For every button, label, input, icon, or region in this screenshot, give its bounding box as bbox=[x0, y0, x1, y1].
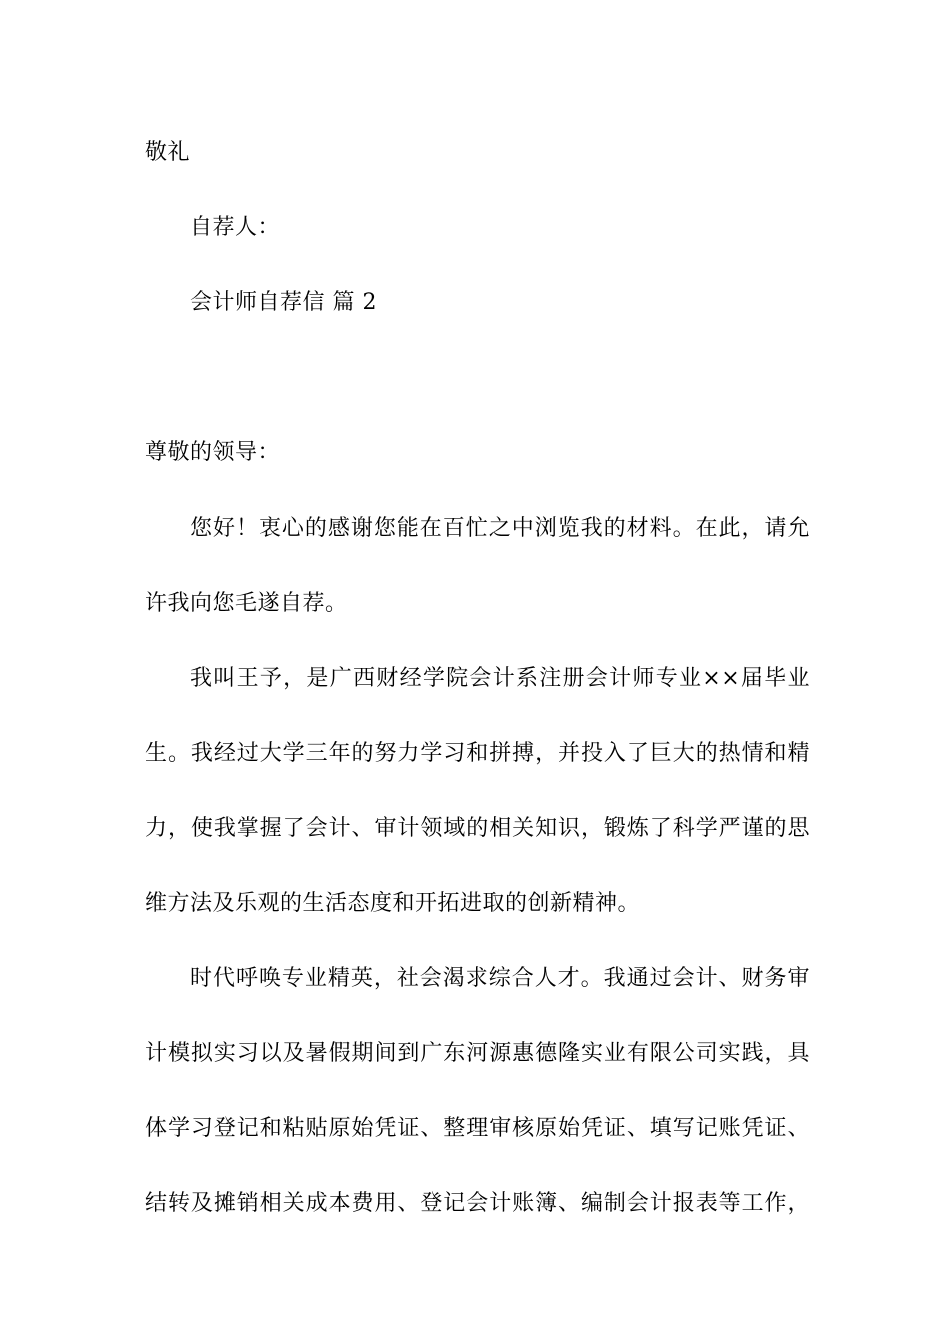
closing-salutation: 敬礼 bbox=[145, 140, 191, 165]
paragraph-line: 维方法及乐观的生活态度和开拓进取的创新精神。 bbox=[145, 891, 641, 916]
signer-label: 自荐人： bbox=[190, 215, 281, 240]
paragraph-line: 力，使我掌握了会计、审计领域的相关知识，锻炼了科学严谨的思 bbox=[145, 816, 810, 841]
paragraph-line: 结转及摊销相关成本费用、登记会计账簿、编制会计报表等工作， bbox=[145, 1191, 810, 1216]
section-title: 会计师自荐信 篇 2 bbox=[190, 290, 377, 315]
paragraph-line: 我叫王予，是广西财经学院会计系注册会计师专业××届毕业 bbox=[190, 666, 810, 691]
paragraph-line: 时代呼唤专业精英，社会渴求综合人才。我通过会计、财务审 bbox=[190, 966, 810, 991]
paragraph-line: 许我向您毛遂自荐。 bbox=[145, 591, 348, 616]
paragraph-line: 体学习登记和粘贴原始凭证、整理审核原始凭证、填写记账凭证、 bbox=[145, 1116, 810, 1141]
paragraph-line: 您好！衷心的感谢您能在百忙之中浏览我的材料。在此，请允 bbox=[190, 516, 810, 541]
paragraph-line: 计模拟实习以及暑假期间到广东河源惠德隆实业有限公司实践，具 bbox=[145, 1041, 810, 1066]
letter-greeting: 尊敬的领导： bbox=[145, 440, 281, 465]
paragraph-line: 生。我经过大学三年的努力学习和拼搏，并投入了巨大的热情和精 bbox=[145, 741, 810, 766]
